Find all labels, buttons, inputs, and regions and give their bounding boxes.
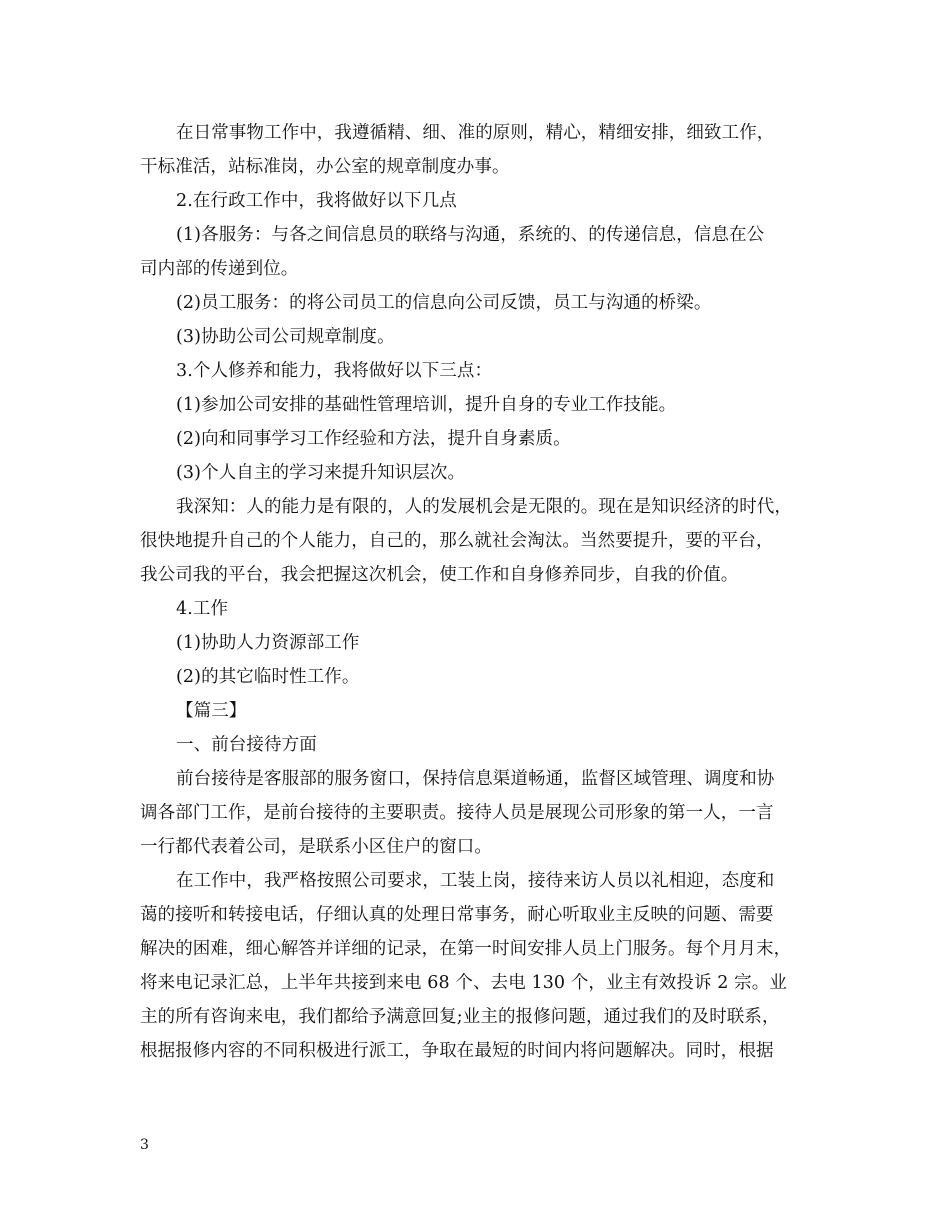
text-line: 主的所有咨询来电，我们都给予满意回复;业主的报修问题，通过我们的及时联系， (140, 1007, 780, 1027)
text-line: 解决的困难，细心解答并详细的记录，在第一时间安排人员上门服务。每个月月末， (140, 939, 792, 959)
text-line: (2)的其它临时性工作。 (176, 667, 360, 687)
text-line: 调各部门工作，是前台接待的主要职责。接待人员是展现公司形象的第一人，一言 (140, 803, 774, 823)
text-line: (2)向和同事学习工作经验和方法，提升自身素质。 (176, 429, 571, 449)
text-line: 一行都代表着公司，是联系小区住户的窗口。 (140, 837, 492, 857)
text-line: (3)协助公司公司规章制度。 (176, 327, 395, 347)
text-line: (1)协助人力资源部工作 (176, 633, 360, 653)
text-line: 在日常事物工作中，我遵循精、细、准的原则，精心，精细安排，细致工作， (176, 123, 775, 143)
text-line: 将来电记录汇总，上半年共接到来电 68 个、去电 130 个，业主有效投诉 2 宗。业 (140, 973, 787, 993)
text-line: (1)各服务：与各之间信息员的联络与沟通，系统的、的传递信息，信息在公 (176, 225, 765, 245)
text-line: 根据报修内容的不同积极进行派工，争取在最短的时间内将问题解决。同时，根据 (140, 1041, 774, 1061)
text-line: 干标准活，站标准岗，办公室的规章制度办事。 (140, 157, 510, 177)
text-line: (3)个人自主的学习来提升知识层次。 (176, 463, 466, 483)
document-body (140, 116, 812, 1068)
text-line: 司内部的传递到位。 (140, 259, 299, 279)
text-line: 在工作中，我严格按照公司要求，工装上岗，接待来访人员以礼相迎，态度和 (176, 871, 775, 891)
text-line: 我深知：人的能力是有限的，人的发展机会是无限的。现在是知识经济的时代， (176, 497, 792, 517)
text-line: 2.在行政工作中，我将做好以下几点 (176, 191, 457, 211)
text-line: 【篇三】 (176, 701, 247, 721)
text-line: 4.工作 (176, 599, 229, 619)
text-line: 我公司我的平台，我会把握这次机会，使工作和自身修养同步，自我的价值。 (140, 565, 739, 585)
text-line: (1)参加公司安排的基础性管理培训，提升自身的专业工作技能。 (176, 395, 677, 415)
text-line: 蔼的接听和转接电话，仔细认真的处理日常事务，耐心听取业主反映的问题、需要 (140, 905, 774, 925)
text-line: 一、前台接待方面 (176, 735, 317, 755)
text-line: 前台接待是客服部的服务窗口，保持信息渠道畅通，监督区域管理、调度和协 (176, 769, 775, 789)
text-line: 3.个人修养和能力，我将做好以下三点： (176, 361, 493, 381)
text-line: (2)员工服务：的将公司员工的信息向公司反馈，员工与沟通的桥梁。 (176, 293, 712, 313)
text-line: 很快地提升自己的个人能力，自己的，那么就社会淘汰。当然要提升，要的平台， (140, 531, 774, 551)
page-number: 3 (140, 1137, 149, 1153)
